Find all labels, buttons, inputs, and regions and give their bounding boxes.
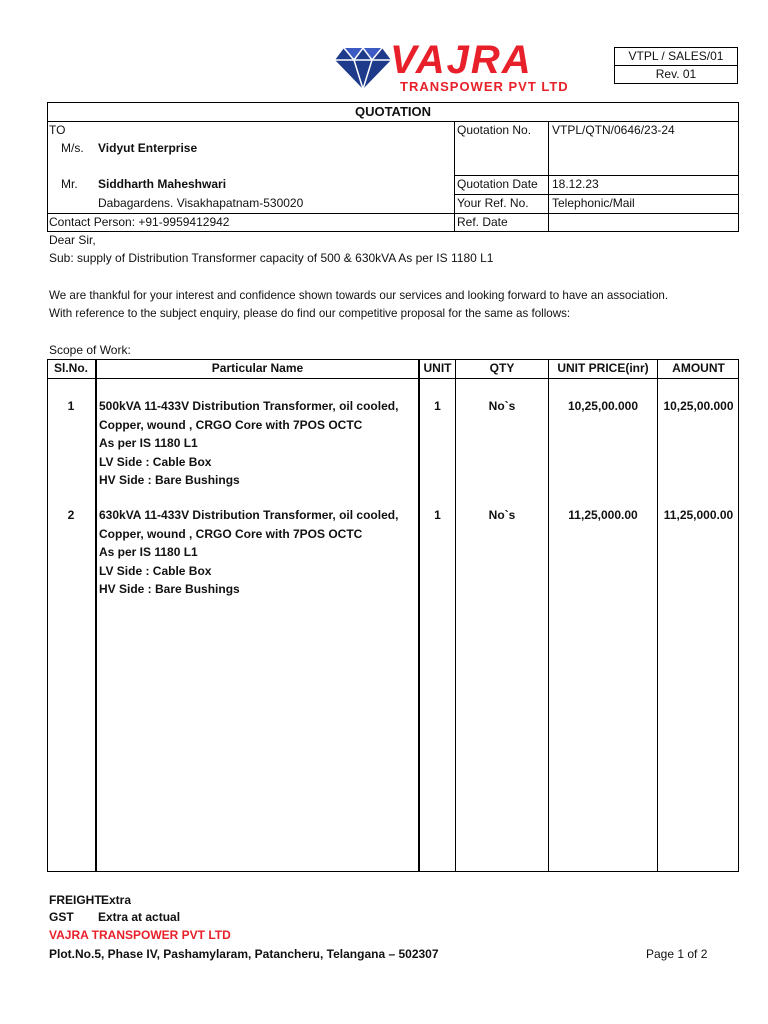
- row-slno: 2: [67, 508, 75, 522]
- logo-brand: VAJRA: [390, 38, 533, 82]
- row-unit-price: 11,25,000.00: [568, 508, 638, 522]
- quotation-date-label: Quotation Date: [457, 177, 538, 191]
- col-header-slno: Sl.No.: [53, 361, 88, 375]
- to-label: TO: [49, 123, 66, 137]
- row-unit: 1: [434, 399, 441, 413]
- freight-value: Extra: [101, 893, 132, 907]
- gst-value: Extra at actual: [98, 910, 181, 924]
- ref-date-label: Ref. Date: [457, 215, 508, 229]
- row-amount: 10,25,00.000: [663, 399, 734, 413]
- intro-paragraph-1: We are thankful for your interest and confidence shown towards our services and looking forward to have an association.: [49, 289, 669, 302]
- row-unit: 1: [434, 508, 441, 522]
- row-description: 630kVA 11-433V Distribution Transformer, oil cooled, Copper, wound , CRGO Core with 7POS OCTC As per IS 1180 L1 LV Side : Cable Box HV Side : Bare Bushings: [99, 508, 399, 596]
- ms-label: M/s.: [61, 141, 84, 155]
- salutation: Dear Sir,: [49, 233, 96, 247]
- mr-label: Mr.: [61, 177, 78, 191]
- col-header-particular: Particular Name: [211, 361, 304, 375]
- col-header-unit: UNIT: [423, 361, 452, 375]
- row-qty: No`s: [488, 508, 516, 522]
- gst-label: GST: [49, 910, 74, 924]
- scope-label: Scope of Work:: [49, 343, 131, 357]
- row-slno: 1: [67, 399, 75, 413]
- logo-tagline: TRANSPOWER PVT LTD: [400, 79, 569, 94]
- company-logo: [334, 38, 574, 94]
- customer-address: Dabagardens. Visakhapatnam-530020: [98, 196, 304, 210]
- footer-company: VAJRA TRANSPOWER PVT LTD: [49, 928, 231, 942]
- your-ref-label: Your Ref. No.: [457, 196, 529, 210]
- row-description: 500kVA 11-433V Distribution Transformer, oil cooled, Copper, wound , CRGO Core with 7POS OCTC As per IS 1180 L1 LV Side : Cable Box HV Side : Bare Bushings: [99, 399, 399, 487]
- quotation-no-label: Quotation No.: [457, 123, 532, 137]
- quotation-no-value: VTPL/QTN/0646/23-24: [552, 123, 675, 137]
- subject-line: Sub: supply of Distribution Transformer capacity of 500 & 630kVA As per IS 1180 L1: [49, 251, 494, 265]
- contact-person: Contact Person: +91-9959412942: [49, 215, 230, 229]
- row-unit-price: 10,25,00.000: [567, 399, 639, 413]
- freight-label: FREIGHT: [49, 893, 102, 907]
- diamond-icon: [334, 46, 392, 90]
- col-header-amount: AMOUNT: [672, 361, 725, 375]
- doc-code: VTPL / SALES/01: [614, 47, 738, 66]
- col-header-unit-price: UNIT PRICE(inr): [557, 361, 649, 375]
- your-ref-value: Telephonic/Mail: [552, 196, 635, 210]
- quotation-date-value: 18.12.23: [552, 177, 599, 191]
- page-number: Page 1 of 2: [646, 947, 708, 961]
- col-header-qty: QTY: [489, 361, 515, 375]
- footer-address: Plot.No.5, Phase IV, Pashamylaram, Patancheru, Telangana – 502307: [49, 947, 439, 961]
- row-amount: 11,25,000.00: [663, 508, 734, 522]
- customer-company: Vidyut Enterprise: [98, 141, 198, 155]
- page-title: QUOTATION: [354, 104, 432, 119]
- intro-paragraph-2: With reference to the subject enquiry, please do find our competitive proposal for the same as follows:: [49, 307, 571, 320]
- customer-person: Siddharth Maheshwari: [98, 177, 227, 191]
- row-qty: No`s: [488, 399, 516, 413]
- doc-rev: Rev. 01: [614, 65, 738, 84]
